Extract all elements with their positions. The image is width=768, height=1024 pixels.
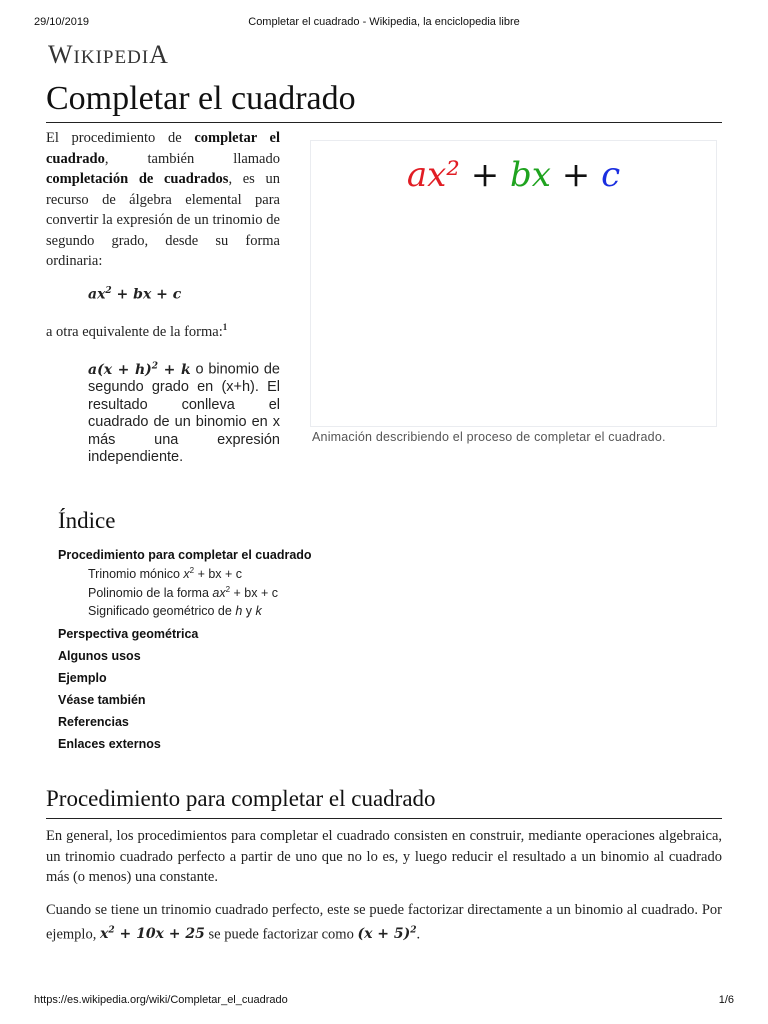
toc-item[interactable]: Referencias <box>58 715 129 729</box>
toc-heading: Índice <box>58 508 116 533</box>
vertex-form-description: $a(x + h)^2 + k$ o binomio de segundo grado en (x+h). El resultado conlleva el cuadrado de un binomio en x más una expresión independiente. <box>88 361 280 466</box>
toc-item[interactable]: Algunos usos <box>58 649 141 663</box>
title-divider <box>46 122 722 123</box>
section-divider <box>46 818 722 819</box>
figure-caption: Animación describiendo el proceso de completar el cuadrado. <box>312 430 666 444</box>
formula-standard: $ax^2$ + bx + c <box>88 286 182 303</box>
bold-term: completar el cuadrado <box>46 130 281 167</box>
reference-link[interactable]: 1 <box>222 322 228 332</box>
section-paragraph: Cuando se tiene un trinomio cuadrado perfecto, este se puede factorizar directamente a un binomio al cuadrado. Por ejemplo, $x^2 + 10x + 25$ se puede factorizar como $(x + 5)^2$. <box>46 902 722 943</box>
toc-item[interactable]: Perspectiva geométrica <box>58 627 199 641</box>
toc-item[interactable]: Procedimiento para completar el cuadrado <box>58 548 312 562</box>
animation-equation: ax² + bx + c <box>406 155 621 195</box>
toc-item[interactable]: Véase también <box>58 693 146 707</box>
toc-item[interactable]: Ejemplo <box>58 671 107 685</box>
page-number: 1/6 <box>718 994 734 1006</box>
toc-subitem[interactable]: Trinomio mónico $x^2$ + bx + c <box>88 566 243 582</box>
lead-paragraph-2: a otra equivalente de la forma:$^1$ <box>46 322 228 340</box>
bold-term: completación de cuadrados <box>46 171 229 187</box>
table-of-contents <box>58 548 312 759</box>
section-paragraph: En general, los procedimientos para completar el cuadrado consisten en construir, mediante operaciones algebraica, un trinomio cuadrado perfecto a partir de uno que no lo es, y luego reducir el resultado a un binomio al cuadrado más (o menos) una constante. <box>46 828 722 885</box>
print-url: https://es.wikipedia.org/wiki/Completar_el_cuadrado <box>34 994 288 1006</box>
toc-subitem[interactable]: Significado geométrico de h y k <box>88 604 262 618</box>
section-heading: Procedimiento para completar el cuadrado <box>46 786 436 811</box>
animation-figure[interactable] <box>310 140 717 427</box>
toc-item[interactable]: Enlaces externos <box>58 737 161 751</box>
inline-formula: $(x + 5)^2$ <box>357 925 417 943</box>
print-title: Completar el cuadrado - Wikipedia, la enciclopedia libre <box>248 16 520 28</box>
inline-formula: $x^2 + 10x + 25$ <box>99 925 205 943</box>
page-title: Completar el cuadrado <box>46 80 356 117</box>
wikipedia-logo[interactable]: WIKIPEDIA <box>48 40 169 69</box>
print-date: 29/10/2019 <box>34 16 90 28</box>
lead-paragraph: El procedimiento de completar el cuadrado, también llamado completación de cuadrados, es un recurso de álgebra elemental para convertir la expresión de un trinomio de segundo grado, desde su forma ordinaria: <box>46 130 281 269</box>
formula-vertex: $a(x + h)^2 + k$ <box>88 361 191 378</box>
toc-subitem[interactable]: Polinomio de la forma $ax^2$ + bx + c <box>88 585 278 601</box>
